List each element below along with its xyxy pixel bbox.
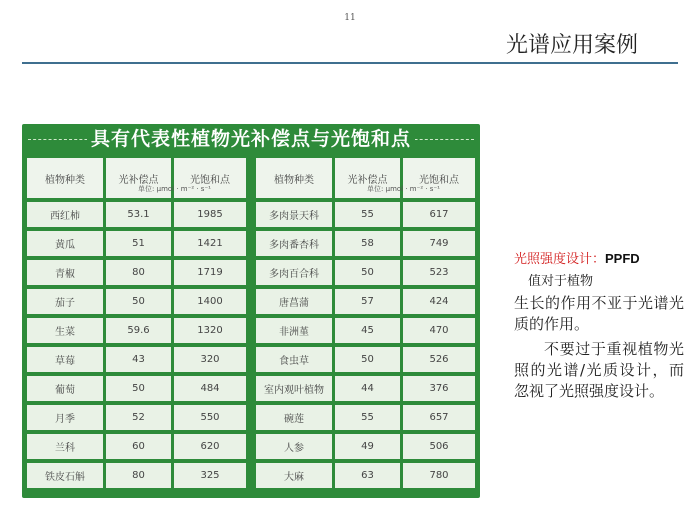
plant-cell: 铁皮石斛 (27, 463, 103, 488)
plant-cell: 黄瓜 (27, 231, 103, 256)
saturation-cell: 506 (403, 434, 475, 459)
ppfd-note (514, 248, 684, 402)
compensation-cell: 80 (106, 260, 171, 285)
compensation-cell: 59.6 (106, 318, 171, 343)
right-subtable (256, 158, 475, 492)
compensation-cell: 50 (335, 347, 400, 372)
note-heading-ppfd: PPFD (605, 251, 640, 266)
table-row (27, 202, 246, 227)
saturation-cell: 657 (403, 405, 475, 430)
unit-label: 单位: μmol · m⁻² · s⁻¹ (138, 185, 211, 193)
plant-cell: 青椒 (27, 260, 103, 285)
table-row (256, 318, 475, 343)
plant-cell: 唐菖蒲 (256, 289, 332, 314)
compensation-cell: 55 (335, 202, 400, 227)
compensation-cell: 50 (335, 260, 400, 285)
table-row (256, 405, 475, 430)
slide-title: 光谱应用案例 (505, 33, 638, 58)
table-row (256, 260, 475, 285)
saturation-cell: 1421 (174, 231, 246, 256)
compensation-cell: 50 (106, 289, 171, 314)
note-heading (514, 248, 684, 271)
compensation-cell: 52 (106, 405, 171, 430)
saturation-cell: 1400 (174, 289, 246, 314)
plant-cell: 茄子 (27, 289, 103, 314)
saturation-cell: 484 (174, 376, 246, 401)
plant-cell: 非洲堇 (256, 318, 332, 343)
note-line: 值对于植物 (528, 274, 594, 289)
header-compensation: 光补偿点 (335, 158, 400, 198)
plant-cell: 碗莲 (256, 405, 332, 430)
saturation-cell: 526 (403, 347, 475, 372)
plant-cell: 月季 (27, 405, 103, 430)
table-heading: 具有代表性植物光补偿点与光饱和点 (22, 126, 480, 152)
page-number: 11 (344, 13, 356, 23)
header-plant: 植物种类 (256, 158, 332, 198)
saturation-cell: 780 (403, 463, 475, 488)
compensation-cell: 58 (335, 231, 400, 256)
table-row (27, 376, 246, 401)
compensation-cell: 44 (335, 376, 400, 401)
table-row (27, 231, 246, 256)
plant-cell: 草莓 (27, 347, 103, 372)
table-row (27, 289, 246, 314)
plant-cell: 人参 (256, 434, 332, 459)
table-row (256, 231, 475, 256)
left-subtable (27, 158, 246, 492)
header-compensation: 光补偿点 (106, 158, 171, 198)
table-row (256, 289, 475, 314)
plant-cell: 葡萄 (27, 376, 103, 401)
saturation-cell: 376 (403, 376, 475, 401)
plant-cell: 兰科 (27, 434, 103, 459)
compensation-cell: 60 (106, 434, 171, 459)
note-paragraph-1: 生长的作用不亚于光谱光质的作用。 (514, 294, 684, 333)
saturation-cell: 470 (403, 318, 475, 343)
plant-cell: 生菜 (27, 318, 103, 343)
table-heading-bar (22, 126, 480, 152)
compensation-cell: 55 (335, 405, 400, 430)
saturation-cell: 320 (174, 347, 246, 372)
title-divider (22, 62, 678, 64)
compensation-cell: 49 (335, 434, 400, 459)
compensation-cell: 45 (335, 318, 400, 343)
compensation-cell: 80 (106, 463, 171, 488)
plant-cell: 多肉番杏科 (256, 231, 332, 256)
compensation-cell: 43 (106, 347, 171, 372)
saturation-cell: 325 (174, 463, 246, 488)
compensation-cell: 57 (335, 289, 400, 314)
saturation-cell: 749 (403, 231, 475, 256)
unit-label: 单位: μmol · m⁻² · s⁻¹ (367, 185, 440, 193)
plant-cell: 多肉百合科 (256, 260, 332, 285)
note-heading-label: 光照强度设计： (514, 252, 606, 267)
saturation-cell: 1320 (174, 318, 246, 343)
table-row (256, 463, 475, 488)
table-row (256, 202, 475, 227)
plant-cell: 大麻 (256, 463, 332, 488)
note-paragraph-2: 不要过于重视植物光照的光谱/光质设计，而忽视了光照强度设计。 (514, 340, 684, 400)
saturation-cell: 620 (174, 434, 246, 459)
table-row (256, 347, 475, 372)
compensation-cell: 53.1 (106, 202, 171, 227)
table-row (27, 434, 246, 459)
table-row (27, 318, 246, 343)
plant-cell: 室内观叶植物 (256, 376, 332, 401)
table-row (256, 434, 475, 459)
compensation-cell: 63 (335, 463, 400, 488)
plant-light-table (22, 124, 480, 498)
compensation-cell: 50 (106, 376, 171, 401)
table-row (27, 405, 246, 430)
plant-cell: 多肉景天科 (256, 202, 332, 227)
table-row (27, 347, 246, 372)
plant-cell: 西红柿 (27, 202, 103, 227)
saturation-cell: 550 (174, 405, 246, 430)
saturation-cell: 424 (403, 289, 475, 314)
header-plant: 植物种类 (27, 158, 103, 198)
compensation-cell: 51 (106, 231, 171, 256)
saturation-cell: 617 (403, 202, 475, 227)
saturation-cell: 1719 (174, 260, 246, 285)
header-saturation: 光饱和点 (174, 158, 246, 198)
header-saturation: 光饱和点 (403, 158, 475, 198)
saturation-cell: 1985 (174, 202, 246, 227)
table-row (27, 260, 246, 285)
table-row (256, 376, 475, 401)
plant-cell: 食虫草 (256, 347, 332, 372)
saturation-cell: 523 (403, 260, 475, 285)
table-row (27, 463, 246, 488)
